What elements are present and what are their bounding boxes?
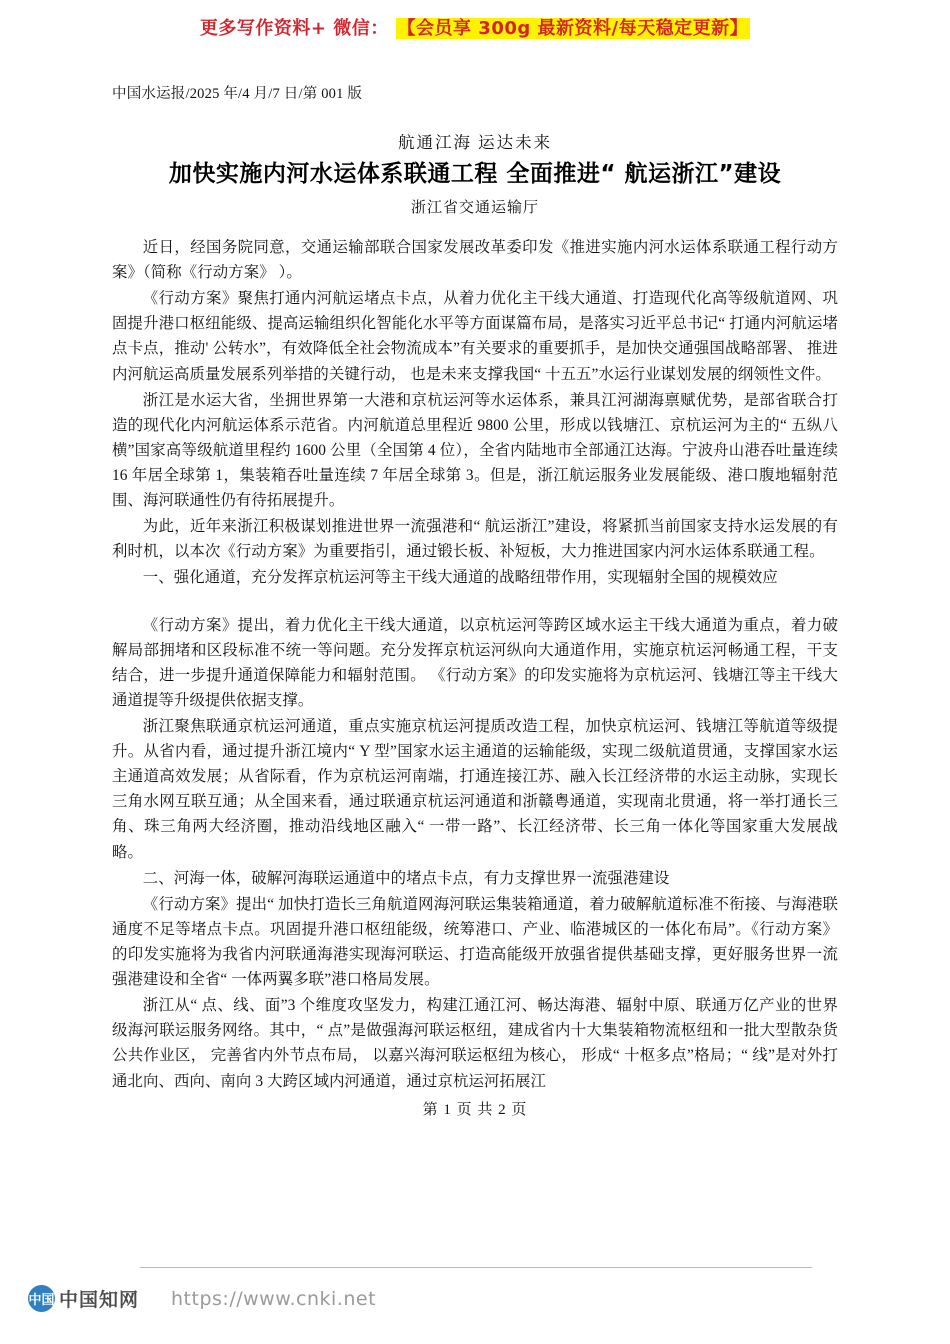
cnki-logo xyxy=(28,1285,139,1312)
paragraph: 《行动方案》聚焦打通内河航运堵点卡点，从着力优化主干线大通道、打造现代化高等级航道网、巩固提升港口枢纽能级、提高运输组织化智能化水平等方面谋篇布局，是落实习近平总书记“ 打通内河航运堵点卡点，推动' 公转水”，有效降低全社会物流成本”有关要求的重要抓手，是加快交通强国战略部署、 推进内河航运高质量发展系列举措的关键行动， 也是未来支撑我国“ 十五五”水运行业谋划发展的纲领性文件。 xyxy=(112,290,838,383)
section-heading-1: 一、强化通道，充分发挥京杭运河等主干线大通道的战略纽带作用，实现辐射全国的规模效应 xyxy=(142,569,778,587)
promo-banner-highlight: 【会员享 300g 最新资料/每天稳定更新】 xyxy=(397,18,749,39)
cnki-badge-icon: 中国 xyxy=(28,1285,55,1312)
cnki-url: https://www.cnki.net xyxy=(171,1287,377,1310)
paragraph: 《行动方案》提出，着力优化主干线大通道，以京杭运河等跨区域水运主干线大通道为重点，着力破解局部拥堵和区段标准不统一等问题。充分发挥京杭运河纵向大通道作用，实施京杭运河畅通工程，干支结合，进一步提升通道保障能力和辐射范围。 《行动方案》的印发实施将为京杭运河、钱塘江等主干线大通道提等升级提供依据支撑。 xyxy=(112,616,838,709)
paragraph: 浙江聚焦联通京杭运河通道，重点实施京杭运河提质改造工程，加快京杭运河、钱塘江等航道等级提升。从省内看，通过提升浙江境内“ Y 型”国家水运主通道的运输能级，实现二级航道贯通，支撑国家水运主通道高效发展；从省际看，作为京杭运河南端，打通连接江苏、融入长江经济带的水运主动脉，实现长三角水网互联互通；从全国来看，通过联通京杭运河通道和浙赣粤通道，实现南北贯通，将一举打通长三角、珠三角两大经济圈，推动沿线地区融入“ 一带一路”、长江经济带、长三角一体化等国家重大发展战略。 xyxy=(112,718,838,861)
article-body xyxy=(112,82,838,1095)
cnki-watermark xyxy=(28,1285,376,1312)
paragraph: 为此，近年来浙江积极谋划推进世界一流强港和“ 航运浙江”建设，将紧抓当前国家支持水运发展的有利时机，以本次《行动方案》为重要指引，通过锻长板、补短板，大力推进国家内河水运体系联通工程。 xyxy=(112,518,838,561)
paragraph: 近日，经国务院同意，交通运输部联合国家发展改革委印发《推进实施内河水运体系联通工程行动方案》（简称《行动方案》 ）。 xyxy=(112,239,838,282)
section-heading-2: 二、河海一体，破解河海联运通道中的堵点卡点，有力支撑世界一流强港建设 xyxy=(142,869,670,887)
footer-divider xyxy=(140,1267,812,1268)
article-byline: 浙江省交通运输厅 xyxy=(410,200,539,217)
promo-banner xyxy=(0,14,950,40)
paragraph: 浙江是水运大省，坐拥世界第一大港和京杭运河等水运体系，兼具江河湖海禀赋优势，是部省联合打造的现代化内河航运体系示范省。内河航道总里程近 9800 公里，形成以钱塘江、京杭运河为主的“ 五纵八横”国家高等级航道里程约 1600 公里（全国第 4 位），全省内陆地市全部通江达海。宁波舟山港吞吐量连续 16 年居全球第 1，集装箱吞吐量连续 7 年居全球第 3。但是，浙江航运服务业发展能级、港口腹地辐射范围、海河联通性仍有待拓展提升。 xyxy=(112,391,838,510)
paragraph: 浙江从“ 点、线、面”3 个维度攻坚发力，构建江通江河、畅达海港、辐射中原、联通万亿产业的世界级海河联运服务网络。其中，“ 点”是做强海河联运枢纽，建成省内十大集装箱物流枢纽和一批大型散杂货公共作业区， 完善省内外节点布局， 以嘉兴海河联运枢纽为核心， 形成“ 十枢多点”格局；“ 线”是对外打通北向、西向、南向 3 大跨区域内河通道，通过京杭运河拓展江 xyxy=(112,997,838,1090)
article-kicker: 航通江海 运达未来 xyxy=(397,133,553,152)
page-title: 加快实施内河水运体系联通工程 全面推进“ 航运浙江”建设 xyxy=(168,161,782,187)
promo-banner-prefix: 更多写作资料+ 微信： xyxy=(199,18,389,39)
page-number: 第 1 页 共 2 页 xyxy=(422,1102,528,1118)
paragraph: 《行动方案》提出“ 加快打造长三角航道网海河联运集装箱通道，着力破解航道标准不衔接、与海港联通度不足等堵点卡点。巩固提升港口枢纽能级，统筹港口、产业、临港城区的一体化布局”。《行动方案》的印发实施将为我省内河联通海港实现海河联运、打造高能级开放强省提供基础支撑，更好服务世界一流强港建设和全省“ 一体两翼多联”港口格局发展。 xyxy=(112,895,838,989)
paragraph-spacer xyxy=(112,592,838,613)
source-line: 中国水运报/2025 年/4 月/7 日/第 001 版 xyxy=(112,86,363,102)
cnki-name: 中国知网 xyxy=(59,1290,140,1311)
